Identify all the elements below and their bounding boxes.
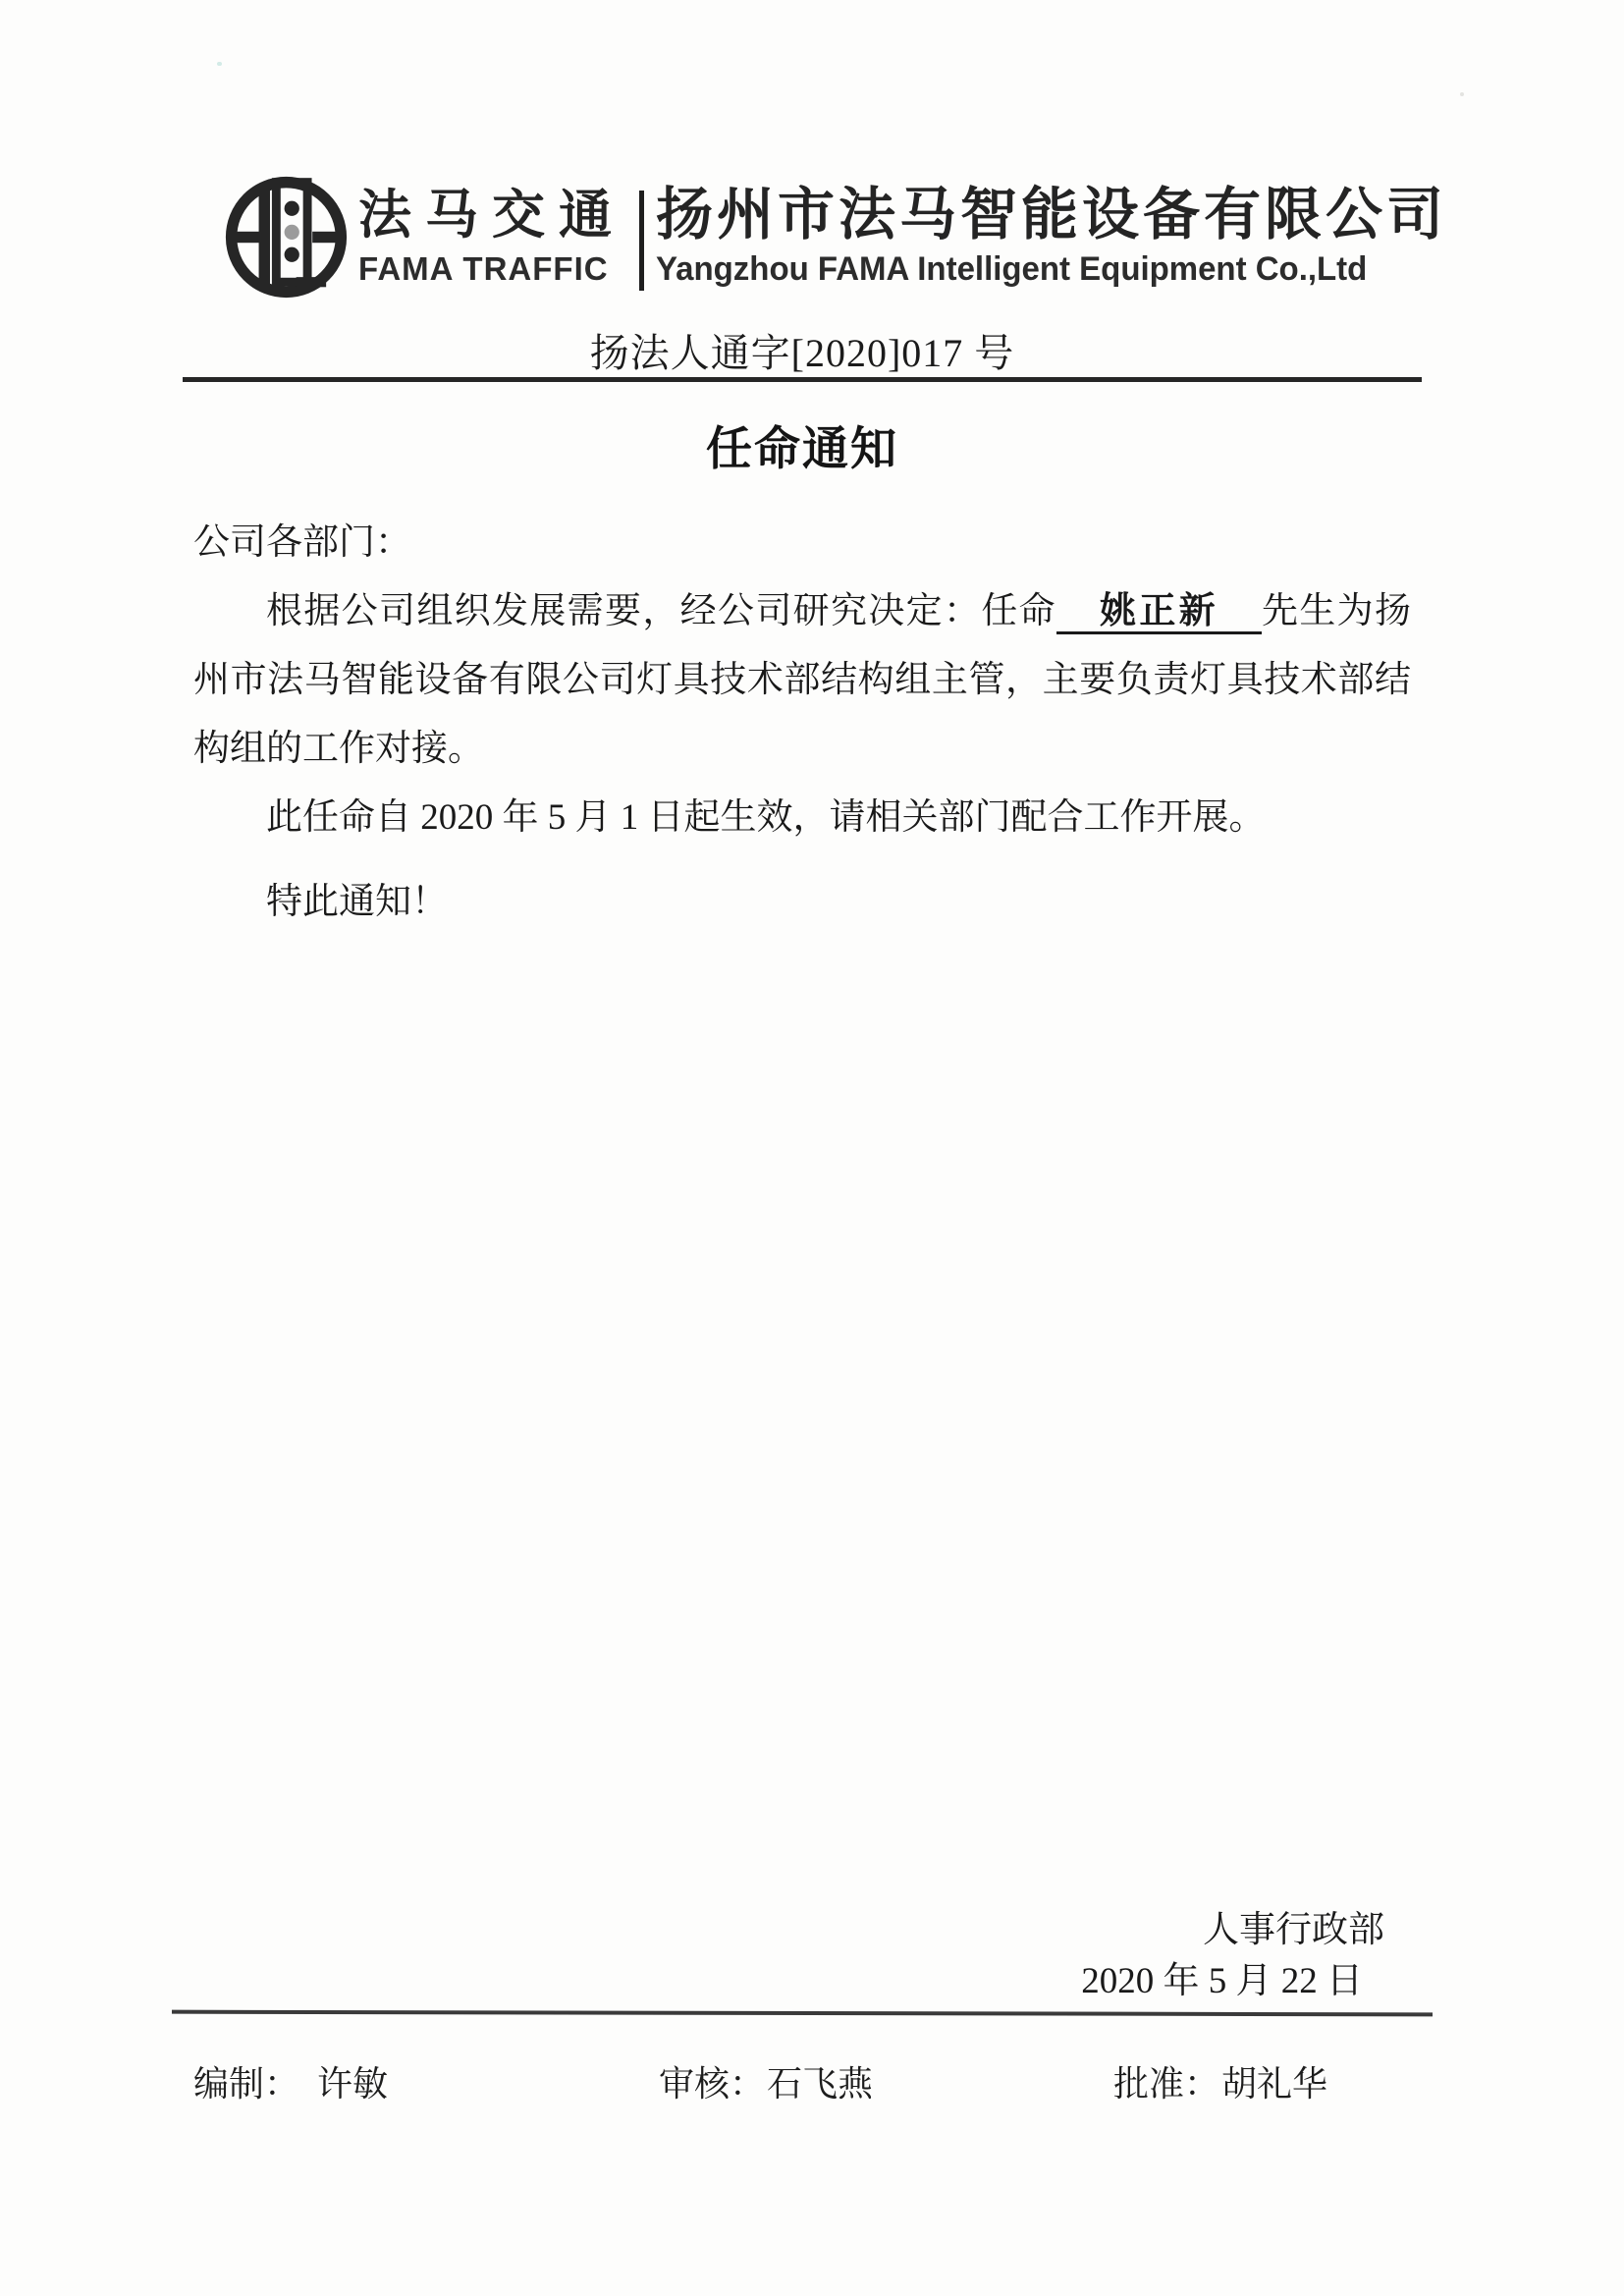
appointee-name-underlined: 姚正新: [1056, 591, 1262, 634]
approval-footer: [193, 2056, 1411, 2104]
prepared-value: 许敏: [317, 2064, 389, 2104]
header-rule: [183, 377, 1422, 382]
issuing-department: 人事行政部: [1203, 1910, 1384, 1950]
para1-text-before: 根据公司组织发展需要，经公司研究决定：任命: [266, 591, 1056, 631]
brand-name-cn: 法马交通: [358, 186, 625, 245]
scan-speck: [217, 62, 222, 66]
company-name-cn: 扬州市法马智能设备有限公司: [656, 183, 1448, 246]
appointment-paragraph: [193, 577, 1411, 784]
effective-date-paragraph: 此任命自 2020 年 5 月 1 日起生效，请相关部门配合工作开展。: [266, 797, 1266, 838]
prepared-label: 编制：: [193, 2064, 300, 2104]
document-body: [193, 509, 1411, 937]
footer-rule: [172, 2010, 1433, 2017]
signature-block: [193, 1905, 1414, 2007]
fama-traffic-logo-icon: [224, 175, 349, 300]
document-ref-number: 扬法人通字[2020]017 号: [589, 331, 1015, 375]
salutation: 公司各部门：: [193, 522, 411, 563]
prepared-by: [193, 2056, 388, 2106]
reviewed-by: [659, 2056, 873, 2106]
approved-by: [1113, 2056, 1327, 2106]
closing-line: 特此通知！: [266, 882, 448, 922]
approved-value: 胡礼华: [1221, 2064, 1328, 2104]
company-block: [656, 175, 1447, 289]
reviewed-label: 审核：: [659, 2064, 766, 2104]
document-title: 任命通知: [706, 424, 898, 475]
para1-text-after: 先生为扬州市法马智能设备有限公司灯具技术部结构组主管，主要负责灯具技术部结构组的工作对接。: [193, 591, 1411, 769]
letterhead-divider: [639, 191, 644, 291]
company-name-en: Yangzhou FAMA Intelligent Equipment Co.,Ltd: [656, 250, 1368, 288]
reviewed-value: 石飞燕: [767, 2064, 874, 2104]
brand-block: [358, 175, 625, 288]
brand-name-en: FAMA TRAFFIC: [358, 250, 609, 287]
letterhead: [224, 175, 1447, 300]
scan-speck: [1460, 92, 1464, 96]
issue-date: 2020 年 5 月 22 日: [1081, 1961, 1363, 2001]
approved-label: 批准：: [1113, 2064, 1220, 2104]
